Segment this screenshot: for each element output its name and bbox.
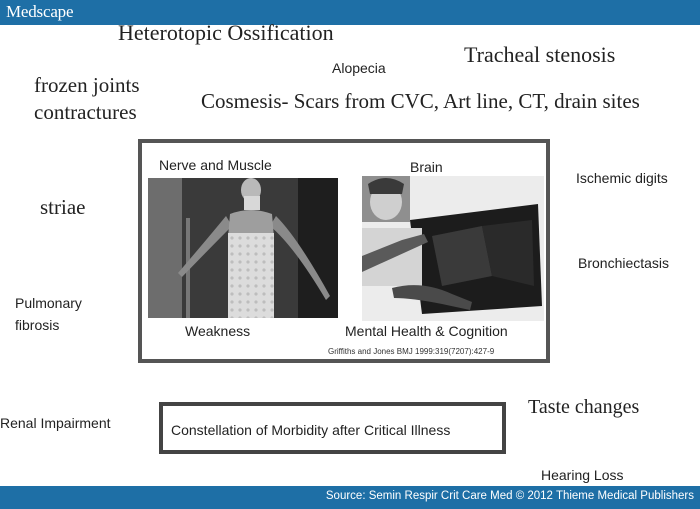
term-renal-impairment: Renal Impairment — [0, 415, 111, 431]
patient-weakness-photo — [148, 178, 338, 318]
term-striae: striae — [40, 195, 86, 219]
patient-figure-icon — [148, 178, 338, 318]
morbidity-label: Constellation of Morbidity after Critical Illness — [171, 422, 451, 438]
term-frozen-joints — [34, 72, 140, 126]
citation-text: Griffiths and Jones BMJ 1999:319(7207):427-9 — [328, 347, 495, 356]
term-pulmonary-fibrosis — [15, 292, 82, 336]
term-cosmesis: Cosmesis- Scars from CVC, Art line, CT, drain sites — [201, 89, 640, 113]
brain-collage-photo — [362, 176, 544, 321]
label-brain: Brain — [410, 159, 443, 175]
term-alopecia: Alopecia — [332, 60, 386, 76]
footer-bar — [0, 486, 700, 509]
term-tracheal-stenosis: Tracheal stenosis — [464, 42, 616, 67]
term-pulmonary-line1: Pulmonary — [15, 295, 82, 311]
label-mental-health: Mental Health & Cognition — [345, 323, 508, 339]
morbidity-box — [159, 402, 506, 454]
center-figure-box — [138, 139, 550, 363]
term-ischemic-digits: Ischemic digits — [576, 170, 668, 186]
header-bar — [0, 0, 700, 25]
term-frozen-joints-line1: frozen joints — [34, 73, 140, 97]
term-heterotopic-ossification: Heterotopic Ossification — [118, 20, 334, 45]
brain-collage-icon — [362, 176, 544, 321]
term-pulmonary-line2: fibrosis — [15, 317, 60, 333]
term-hearing-loss: Hearing Loss — [541, 467, 624, 483]
source-credit: Source: Semin Respir Crit Care Med © 2012 Thieme Medical Publishers — [325, 490, 694, 502]
term-frozen-joints-line2: contractures — [34, 100, 137, 124]
label-nerve-muscle: Nerve and Muscle — [159, 157, 272, 173]
medscape-logo[interactable]: Medscape — [6, 2, 74, 21]
term-bronchiectasis: Bronchiectasis — [578, 255, 670, 271]
term-taste-changes: Taste changes — [528, 396, 640, 418]
label-weakness: Weakness — [185, 323, 251, 339]
